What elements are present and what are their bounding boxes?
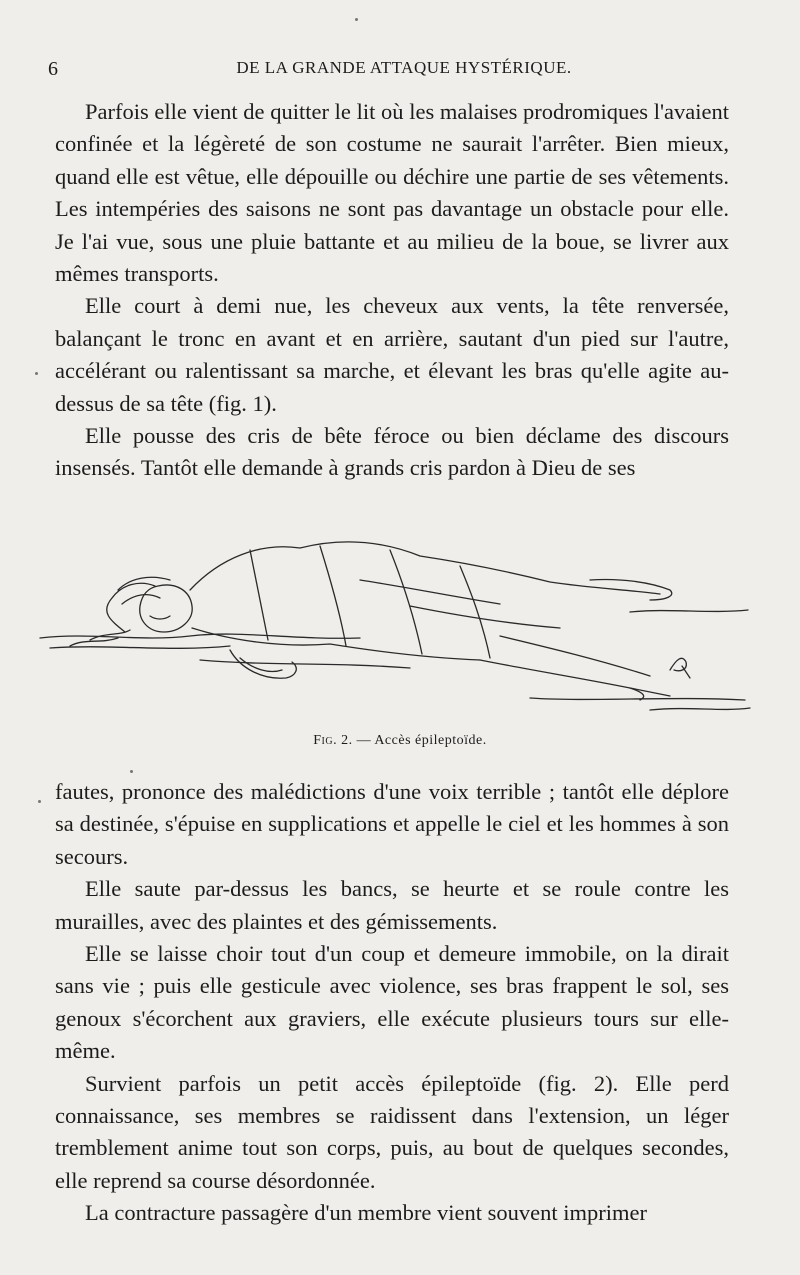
- figure-caption: [0, 733, 800, 749]
- paragraph: Elle pousse des cris de bête féroce ou bien déclame des discours insensés. Tantôt elle demande à grands cris pardon à Dieu de ses: [55, 423, 729, 481]
- paragraph: Survient parfois un petit accès épileptoïde (fig. 2). Elle perd connaissance, ses membres se raidissent dans l'extension, un léger tremblement anime tout son corps, puis, au bout de quelques secondes, elle reprend sa course désordonnée.: [55, 1070, 729, 1193]
- reclining-figure-drawing: [30, 520, 760, 720]
- text-block-bottom: [55, 776, 729, 1230]
- paragraph: Parfois elle vient de quitter le lit où les malaises prodromiques l'avaient confinée et la légèreté de son costume ne saurait l'arrêter. Bien mieux, quand elle est vêtue, elle dépouille ou déchire une partie de ses vêtements. Les intempéries des saisons ne sont pas davantage un obstacle pour elle. Je l'ai vue, sous une pluie battante et au milieu de la boue, se livrer aux mêmes transports.: [55, 99, 729, 287]
- paragraph: La contracture passagère d'un membre vient souvent imprimer: [85, 1200, 647, 1226]
- ink-speck: [35, 372, 38, 375]
- running-title: DE LA GRANDE ATTAQUE HYSTÉRIQUE.: [236, 58, 572, 77]
- figure-title: — Accès épileptoïde.: [356, 733, 487, 748]
- ink-speck: [38, 800, 41, 803]
- ink-speck: [130, 770, 133, 773]
- paragraph: fautes, prononce des malédictions d'une voix terrible ; tantôt elle déplore sa destinée, s'épuise en supplications et appelle le ciel et les hommes à son secours.: [55, 779, 729, 869]
- paragraph: Elle se laisse choir tout d'un coup et demeure immobile, on la dirait sans vie ; puis elle gesticule avec violence, ses bras frappent le sol, ses genoux s'écorchent aux graviers, elle exécute plusieurs tours sur elle-même.: [55, 941, 729, 1064]
- figure-label: Fig. 2.: [313, 733, 353, 748]
- paragraph: Elle saute par-dessus les bancs, se heurte et se roule contre les murailles, avec des plaintes et des gémissements.: [55, 876, 729, 934]
- text-block-top: [55, 96, 729, 485]
- page-number: 6: [48, 58, 58, 80]
- ink-speck: [355, 18, 358, 21]
- running-head: [48, 58, 730, 88]
- paragraph: Elle court à demi nue, les cheveux aux vents, la tête renversée, balançant le tronc en avant et en arrière, sautant d'un pied sur l'autre, accélérant ou ralentissant sa marche, et élevant les bras qu'elle agite au-dessus de sa tête (fig. 1).: [55, 293, 729, 416]
- figure-illustration: [30, 520, 760, 720]
